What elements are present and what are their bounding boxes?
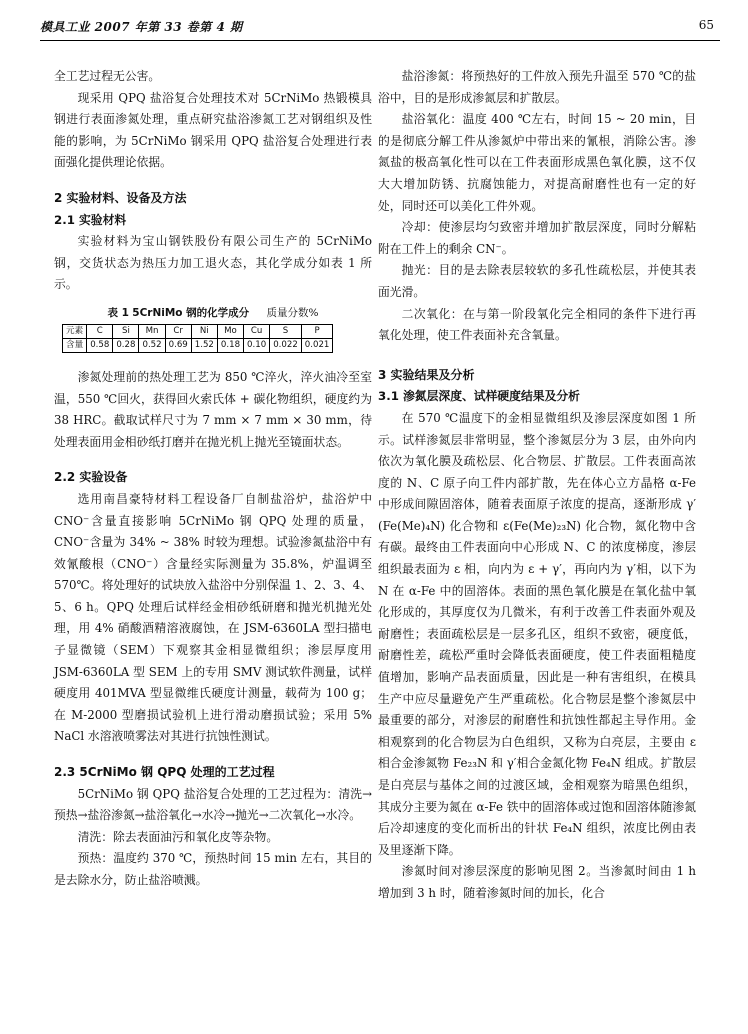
paragraph: 在 570 ℃温度下的金相显微组织及渗层深度如图 1 所示。试样渗氮层非常明显，整个渗氮层分为 3 层，由外向内依次为氧化膜及疏松层、化合物层、扩散层。工件表面高浓度的 N、C 原子向工件内部扩散，先在体心立方晶格 α-Fe 中形成间隙固溶体，随着表面原子浓度的提高，逐渐形成 γ′(Fe(Me)₄N) 化合物和 ε(Fe(Me)₂₃N) 化合物，氮化物中含有碳。最终由工件表面向中心形成 N、C 的浓度梯度，渗层组织最表面为 ε 相，向内为 ε + γ′，再向内为 γ′相，以下为 N 在 α-Fe 中的固溶体。表面的黑色氧化膜是在氧化盐中氧化形成的，其厚度仅为几微米，有利于改善工件表面外观及耐磨性；表面疏松层是一层多孔区，组织不致密，硬度低，耐磨性差，疏松严重时会降低表面硬度，使工件表面粗糙度值增加，影响产品表面质量，因此是一种有害组织，在模具生产中应尽量避免产生严重疏松。化合物层是整个渗氮层中最重要的部分，对渗层的耐磨性和抗蚀性都起主导作用。金相观察到的化合物层为白色组织，又称为白亮层，主要由 ε 相合金渗氮物 Fe₂₃N 和 γ′相合金氮化物 Fe₄N 组成。扩散层是白亮层与基体之间的过渡区域，金相观察为暗黑色组织，其成分主要为氮在 α-Fe 铁中的固溶体或过饱和固溶体随渗氮后冷却速度的变化而析出的针状 Fe₄N 组织，浓度比例由表及里逐渐下降。: [378, 410, 696, 857]
subsection-heading: 2.3 5CrNiMo 钢 QPQ 处理的工艺过程: [54, 765, 275, 780]
table-cell: Cu: [244, 324, 270, 338]
section-heading: 3 实验结果及分析: [378, 367, 475, 382]
table-cell: C: [87, 324, 113, 338]
table-cell: 元素: [63, 324, 87, 338]
table-cell: S: [270, 324, 302, 338]
table-cell: P: [301, 324, 333, 338]
paragraph: 选用南昌豪特材料工程设备厂自制盐浴炉，盐浴炉中 CNO⁻含量直接影响 5CrNiMo 钢 QPQ 处理的质量，CNO⁻含量为 34% ~ 38% 时较为理想。试验渗氮盐浴中有效氰酸根（CNO⁻）含量经实际测量为 35.8%，炉温调至 570℃。将处理好的试块放入盐浴中分别保温 1、2、3、4、5、6 h。QPQ 处理后试样经金相砂纸研磨和抛光机抛光处理，用 4% 硝酸酒精溶液腐蚀，在 JSM-6360LA 型扫描电子显微镜（SEM）下观察其金相显微组织；渗层厚度用 JSM-6360LA 型 SEM 上的专用 SMV 测试软件测量，试样硬度用 401MVA 型显微维氏硬度计测量，载荷为 100 g；在 M-2000 型磨损试验机上进行滑动磨损试验；采用 5% NaCl 水溶液喷雾法对其进行抗蚀性测试。: [54, 491, 372, 744]
subsection-heading: 2.2 实验设备: [54, 470, 128, 485]
subsection-heading: 3.1 渗氮层深度、试样硬度结果及分析: [378, 389, 580, 404]
paragraph: 实验材料为宝山钢铁股份有限公司生产的 5CrNiMo 钢，交货状态为热压力加工退火态，其化学成分如表 1 所示。: [54, 234, 372, 292]
paragraph: 预热：温度约 370 ℃，预热时间 15 min 左右，其目的是去除水分，防止盐浴喷溅。: [54, 851, 372, 887]
paragraph: 渗氮处理前的热处理工艺为 850 ℃淬火，淬火油冷至室温，550 ℃回火，获得回火索氏体 + 碳化物组织，硬度约为 38 HRC。截取试样尺寸为 7 mm × 7 mm × 30 mm，待处理表面用金相砂纸打磨并在抛光机上抛光至镜面状态。: [54, 369, 372, 449]
paragraph: 抛光：目的是去除表层较软的多孔性疏松层，并使其表面光滑。: [378, 263, 696, 299]
right-column: [378, 66, 696, 905]
paragraph: 5CrNiMo 钢 QPQ 盐浴复合处理的工艺过程为：清洗→预热→盐浴渗氮→盐浴氧化→水冷→抛光→二次氧化→水冷。: [54, 786, 372, 823]
table-cell: Ni: [191, 324, 217, 338]
table-cell: 含量: [63, 338, 87, 352]
section-heading: 2 实验材料、设备及方法: [54, 190, 187, 205]
table-cell: Mo: [217, 324, 243, 338]
table-label: 表 1: [107, 306, 129, 319]
paragraph: 二次氧化：在与第一阶段氧化完全相同的条件下进行再氧化处理，使工件表面补充含氧量。: [378, 306, 696, 343]
table-cell: 0.58: [87, 338, 113, 352]
table-row: [63, 338, 333, 352]
paragraph: 盐浴氧化：温度 400 ℃左右，时间 15 ~ 20 min，目的是彻底分解工件从渗氮炉中带出来的氰根，消除公害。渗氮盐的极高氧化性可以在工件表面形成黑色氧化膜，这不仅大大增加防锈、抗腐蚀能力，对提高耐磨性也有一定的好处，同时还可以美化工件外观。: [378, 112, 696, 213]
table-caption: [54, 304, 372, 322]
paragraph: 清洗：除去表面油污和氧化皮等杂物。: [77, 829, 279, 844]
table-cell: 1.52: [191, 338, 217, 352]
paragraph: 渗氮时间对渗层深度的影响见图 2。当渗氮时间由 1 h 增加到 3 h 时，随着渗氮时间的加长，化合: [378, 864, 696, 900]
table-unit: 质量分数%: [266, 306, 319, 319]
subsection-heading: 2.1 实验材料: [54, 212, 127, 227]
table-cell: Si: [113, 324, 139, 338]
page-number: 65: [698, 18, 714, 32]
table-cell: Cr: [165, 324, 191, 338]
paragraph: 现采用 QPQ 盐浴复合处理技术对 5CrNiMo 热锻模具钢进行表面渗氮处理，重点研究盐浴渗氮工艺对钢组织及性能的影响，为 5CrNiMo 钢采用 QPQ 盐浴复合处理进行表面强化提供理论依据。: [54, 90, 372, 170]
table-cell: 0.52: [139, 338, 165, 352]
journal-title: 模具工业 2007 年第 33 卷第 4 期: [40, 20, 243, 34]
left-column: [54, 66, 372, 892]
table-title: 5CrNiMo 钢的化学成分: [132, 306, 250, 319]
paragraph: 盐浴渗氮：将预热好的工件放入预先升温至 570 ℃的盐浴中，目的是形成渗氮层和扩散层。: [378, 69, 696, 105]
table-cell: 0.022: [270, 338, 302, 352]
composition-table: [62, 324, 333, 353]
paragraph: 全工艺过程无公害。: [54, 69, 161, 83]
table-cell: 0.10: [244, 338, 270, 352]
table-cell: 0.69: [165, 338, 191, 352]
paragraph: 冷却：使渗层均匀致密并增加扩散层深度，同时分解粘附在工件上的剩余 CN⁻。: [378, 220, 696, 256]
table-cell: Mn: [139, 324, 165, 338]
table-header-row: [63, 324, 333, 338]
running-header: [40, 16, 720, 41]
table-cell: 0.18: [217, 338, 243, 352]
table-cell: 0.28: [113, 338, 139, 352]
table-cell: 0.021: [301, 338, 333, 352]
